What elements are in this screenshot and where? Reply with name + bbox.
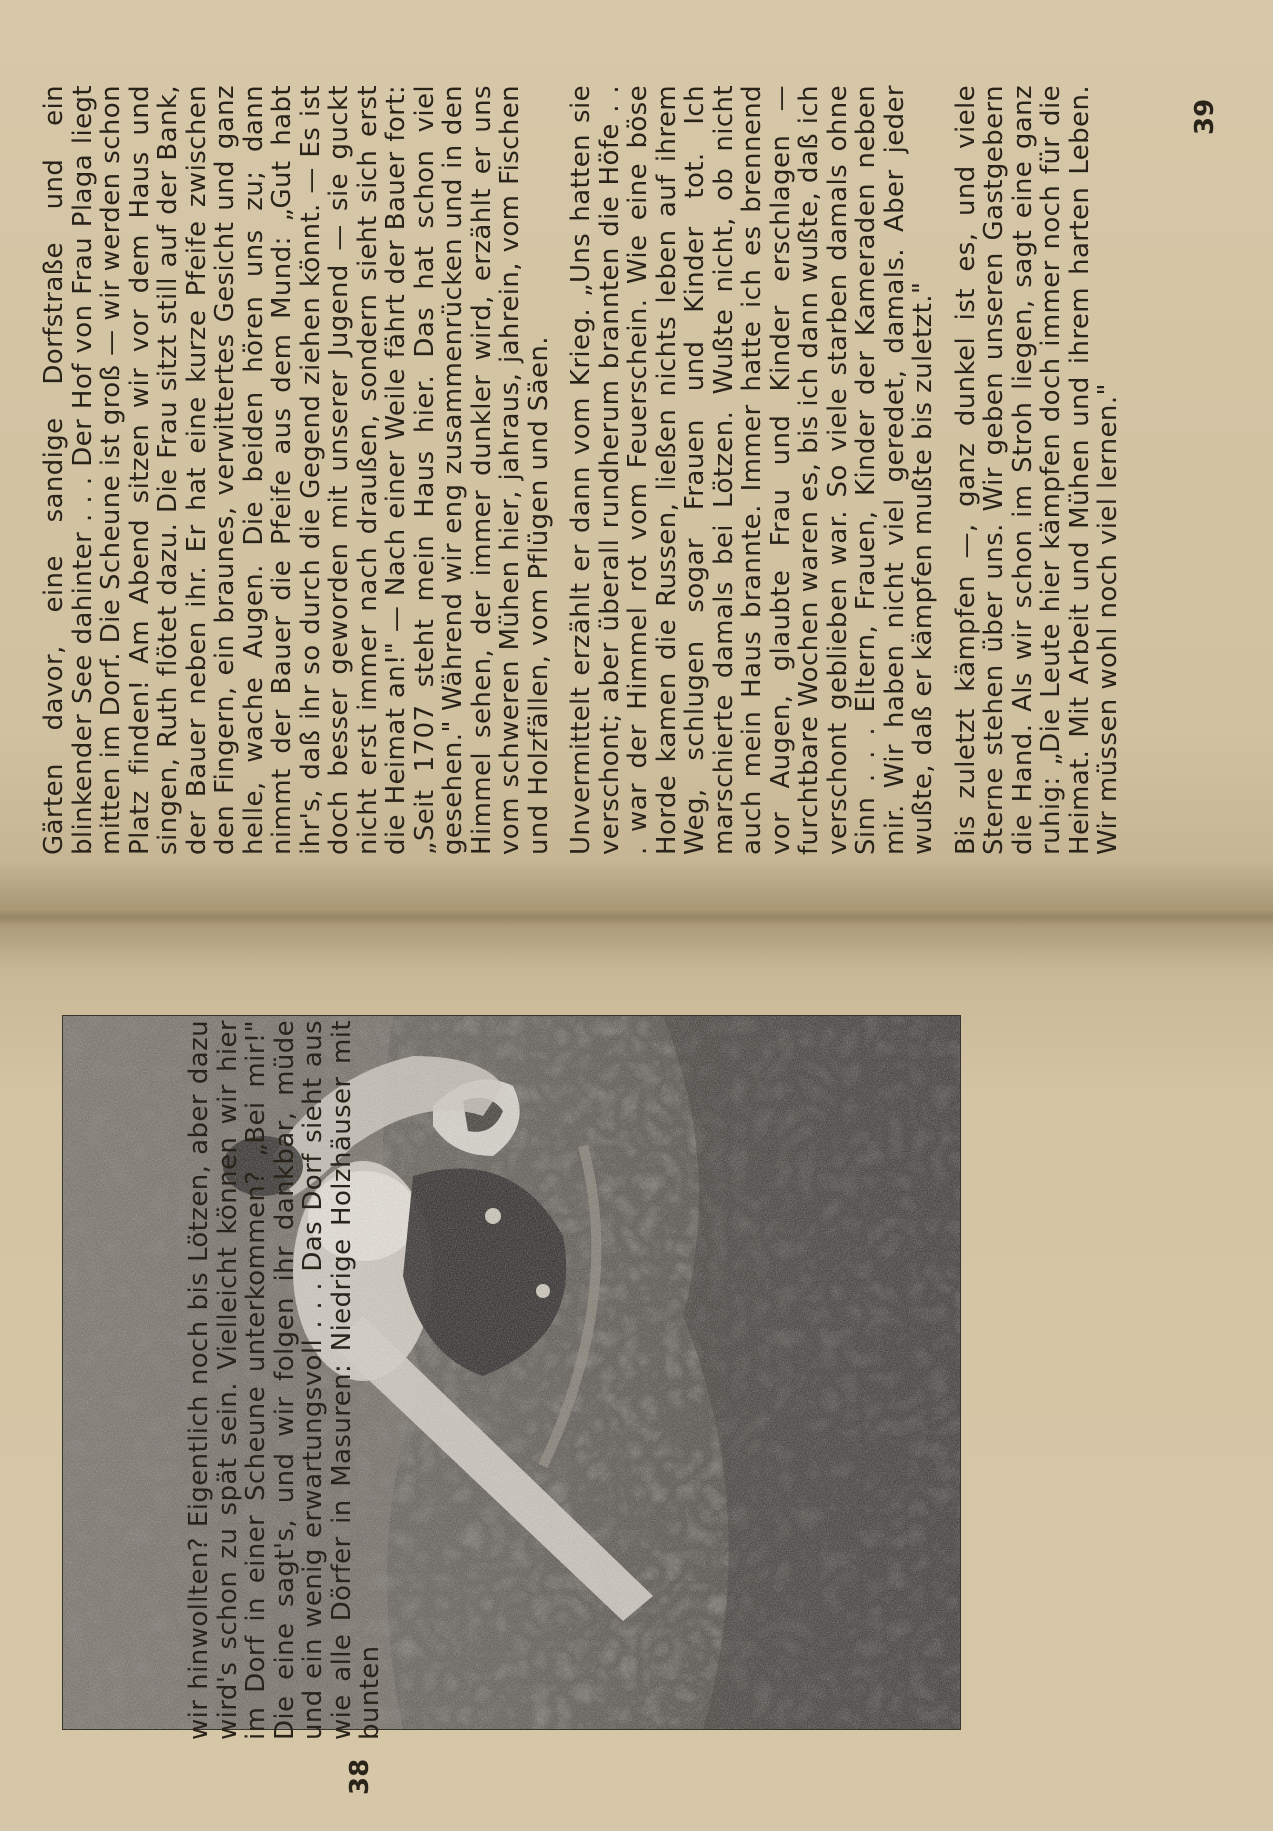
book-gutter bbox=[0, 860, 1273, 970]
paragraph: Unvermittelt erzählt er dann vom Krieg. „Uns hatten sie verschont; aber überall rundherum brannten die Höfe . . . war der Himmel rot vom Feuerschein. Wie eine böse Horde kamen die Russen, ließen nichts leben auf ihrem Weg, schlugen sogar Frauen und Kinder tot. Ich marschierte damals bei Lötzen. Wußte nicht, ob nicht auch mein Haus brannte. Immer hatte ich es brennend vor Augen, glaubte Frau und Kinder erschlagen — furchtbare Wochen waren es, bis ich dann wußte, daß ich verschont geblieben war. So viele starben damals ohne Sinn . . . Eltern, Frauen, Kinder der Kameraden neben mir. Wir haben nicht viel geredet, damals. Aber jeder wußte, daß er kämpfen mußte bis zuletzt." bbox=[566, 85, 938, 855]
page-number: 39 bbox=[1190, 98, 1220, 135]
page-number: 38 bbox=[345, 1758, 375, 1795]
paragraph: wir hinwollten? Eigentlich noch bis Lötzen, aber dazu wird's schon zu spät sein. Vielleicht können wir hier im Dorf in einer Scheune unterkommen? „Bei mir!" Die eine sagt's, und wir folgen ihr dankbar, müde und ein wenig erwartungsvoll . . . Das Dorf sieht aus wie alle Dörfer in Masuren: Niedrige Holzhäuser mit bunten bbox=[184, 1020, 385, 1740]
paragraph: Gärten davor, eine sandige Dorfstraße und ein blinkender See dahinter . . . Der Hof von Frau Plaga liegt mitten im Dorf. Die Scheune ist groß — wir werden schon Platz finden! Am Abend sitzen wir vor dem Haus und singen, Ruth flötet dazu. Die Frau sitzt still auf der Bank, der Bauer neben ihr. Er hat eine kurze Pfeife zwischen den Fingern, ein braunes, verwittertes Gesicht und ganz helle, wache Augen. Die beiden hören uns zu; dann nimmt der Bauer die Pfeife aus dem Mund: „Gut habt ihr's, daß ihr so durch die Gegend ziehen könnt. — Es ist doch besser geworden mit unserer Jugend — sie guckt nicht erst immer nach draußen, sondern sieht sich erst die Heimat an!" — Nach einer Weile fährt der Bauer fort: „Seit 1707 steht mein Haus hier. Das hat schon viel gesehen." Während wir eng zusammenrücken und in den Himmel sehen, der immer dunkler wird, erzählt er uns vom schweren Mühen hier, jahraus, jahrein, vom Fischen und Holzfällen, vom Pflügen und Säen. bbox=[39, 85, 554, 855]
paragraph: Bis zuletzt kämpfen —, ganz dunkel ist es, und viele Sterne stehen über uns. Wir geben unseren Gastgebern die Hand. Als wir schon im Stroh liegen, sagt eine ganz ruhig: „Die Leute hier kämpfen doch immer noch für die Heimat. Mit Arbeit und Mühen und ihrem harten Leben. Wir müssen wohl noch viel lernen." bbox=[950, 85, 1123, 855]
page-39-text-column bbox=[39, 85, 1123, 855]
page-38-text-column bbox=[184, 1020, 385, 1740]
